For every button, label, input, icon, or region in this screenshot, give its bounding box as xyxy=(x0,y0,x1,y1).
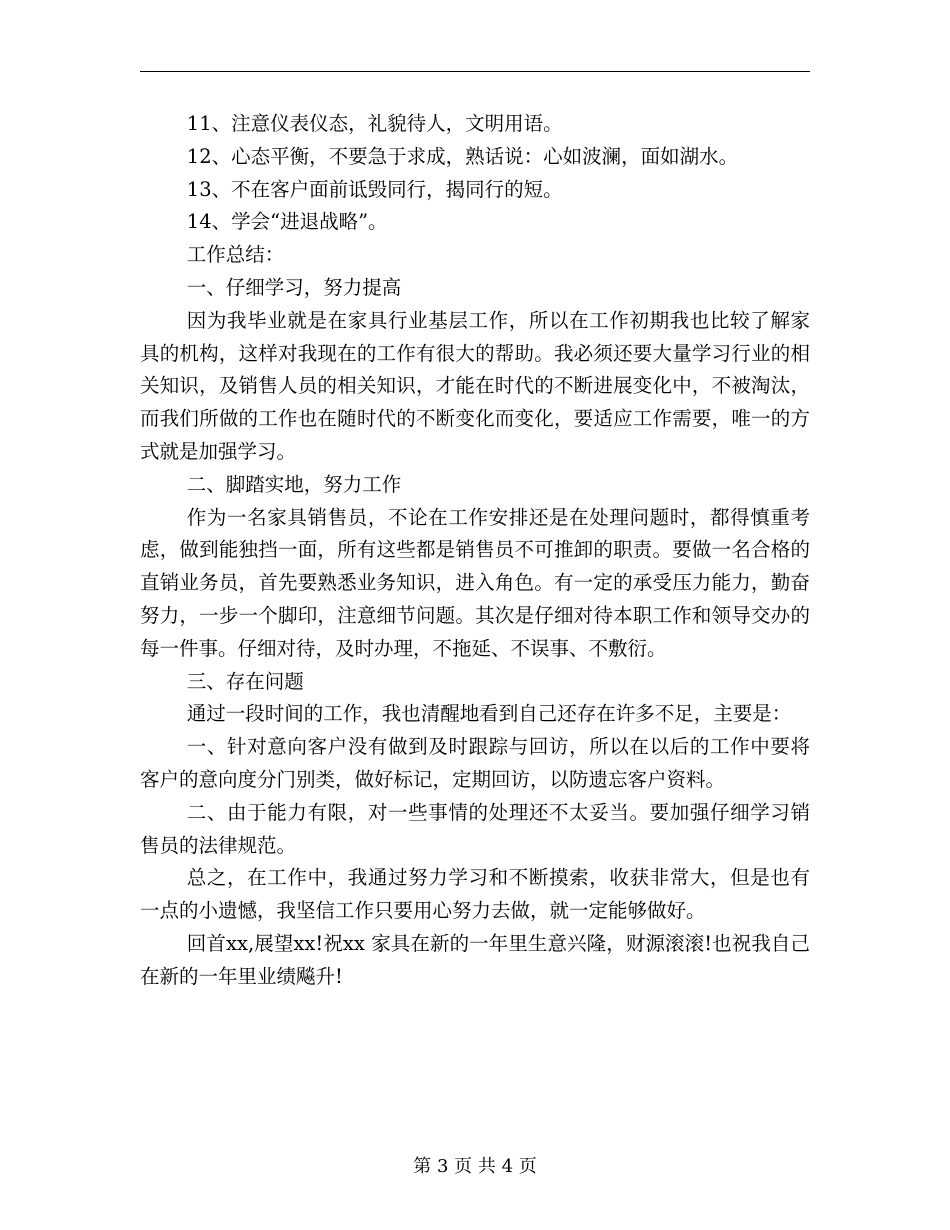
paragraph-4: 一、针对意向客户没有做到及时跟踪与回访，所以在以后的工作中要将客户的意向度分门别类，做好标记，定期回访，以防遗忘客户资料。 xyxy=(140,735,810,791)
paragraph-5: 二、由于能力有限，对一些事情的处理还不太妥当。要加强仔细学习销售员的法律规范。 xyxy=(140,800,810,857)
section-heading-summary: 工作总结： xyxy=(186,243,285,267)
section-heading-3: 三、存在问题 xyxy=(186,669,304,693)
section-heading-1: 一、仔细学习，努力提高 xyxy=(186,275,402,299)
list-item-14: 14、学会“进退战略”。 xyxy=(186,210,388,234)
page-number-footer: 第 3 页 共 4 页 xyxy=(413,1156,537,1177)
list-item-13: 13、不在客户面前诋毁同行，揭同行的短。 xyxy=(186,177,563,201)
header-rule xyxy=(140,71,810,72)
paragraph-3: 通过一段时间的工作，我也清醒地看到自己还存在许多不足，主要是： xyxy=(186,702,792,726)
paragraph-2: 作为一名家具销售员，不论在工作安排还是在处理问题时，都得慎重考虑，做到能独挡一面，所有这些都是销售员不可推卸的职责。要做一名合格的直销业务员，首先要熟悉业务知识，进入角色。有一定的承受压力能力，勤奋努力，一步一个脚印，注意细节问题。其次是仔细对待本职工作和领导交办的每一件事。仔细对待，及时办理，不拖延、不误事、不敷衍。 xyxy=(140,505,810,660)
section-heading-2: 二、脚踏实地，努力工作 xyxy=(186,472,402,496)
paragraph-6: 总之，在工作中，我通过努力学习和不断摸索，收获非常大，但是也有一点的小遗憾，我坚信工作只要用心努力去做，就一定能够做好。 xyxy=(140,866,810,923)
paragraph-7: 回首xx,展望xx!祝xx 家具在新的一年里生意兴隆，财源滚滚!也祝我自己在新的一年里业绩飚升! xyxy=(140,931,810,988)
list-item-12: 12、心态平衡，不要急于求成，熟话说：心如波澜，面如湖水。 xyxy=(186,144,739,168)
document-body xyxy=(140,108,810,994)
list-item-11: 11、注意仪表仪态，礼貌待人，文明用语。 xyxy=(186,112,563,135)
paragraph-1: 因为我毕业就是在家具行业基层工作，所以在工作初期我也比较了解家具的机构，这样对我现在的工作有很大的帮助。我必须还要大量学习行业的相关知识，及销售人员的相关知识，才能在时代的不断进展变化中，不被淘汰，而我们所做的工作也在随时代的不断变化而变化，要适应工作需要，唯一的方式就是加强学习。 xyxy=(140,308,810,463)
